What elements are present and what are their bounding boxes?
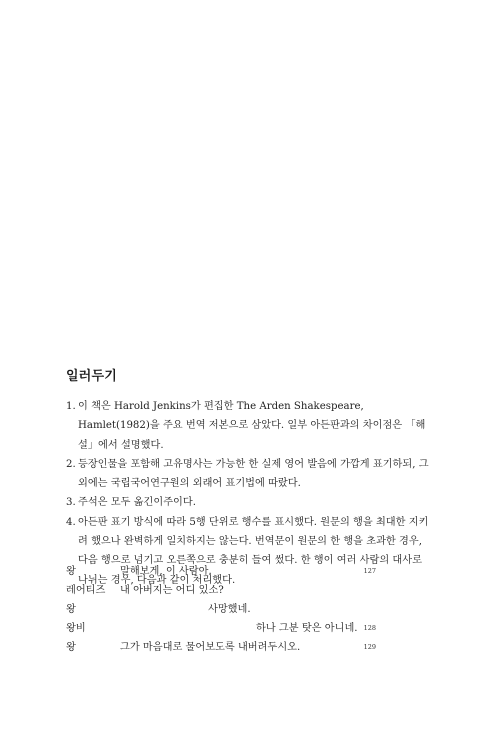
note-text: 아든판 표기 방식에 따라 5행 단위로 행수를 표시했다. 원문의 행을 최대한 지키려 했으나 완벽하게 일치하지는 않는다. 번역문이 원문의 한 행을 초과한 경우, 다음 행으로 넘기고 오른쪽으로 충분히 들여 썼다. 한 행이 여러 사람의 대사로 나뉘는 경우, 다음과 같이 처리했다. <box>78 516 429 586</box>
speaker-name: 왕비 <box>66 623 86 635</box>
line-number: 128 <box>363 624 376 633</box>
dialogue-row <box>66 638 376 657</box>
note-number: 4. <box>66 516 76 528</box>
note-number: 3. <box>66 497 76 509</box>
dialogue-line: 하나 그분 탓은 아니네. <box>256 623 358 635</box>
note-item <box>66 493 432 512</box>
speaker-name: 레어티즈 <box>66 585 106 597</box>
page-heading: 일러두기 <box>66 369 118 384</box>
line-number: 127 <box>363 567 376 575</box>
dialogue-line: 사망했네. <box>208 604 251 616</box>
dialogue-line: 말해보게, 이 사람아. <box>120 566 212 577</box>
speaker-name: 왕 <box>66 642 76 654</box>
line-number: 129 <box>363 643 376 652</box>
note-number: 1. <box>66 401 76 412</box>
dialogue-row <box>66 600 376 619</box>
speaker-name: 왕 <box>66 566 76 577</box>
dialogue-row <box>66 562 376 581</box>
dialogue-row <box>66 581 376 600</box>
speaker-name: 왕 <box>66 604 76 616</box>
note-item <box>66 455 432 494</box>
dialogue-sample <box>66 562 376 657</box>
dialogue-line: 그가 마음대로 물어보도록 내버려두시오. <box>120 642 301 654</box>
note-item <box>66 397 432 455</box>
note-number: 2. <box>66 458 76 470</box>
note-text: 주석은 모두 옮긴이주이다. <box>78 497 196 509</box>
note-text: 등장인물을 포함해 고유명사는 가능한 한 실제 영어 발음에 가깝게 표기하되, 그 외에는 국립국어연구원의 외래어 표기법에 따랐다. <box>78 458 429 490</box>
dialogue-row <box>66 619 376 638</box>
dialogue-line: 내 아버지는 어디 있소? <box>120 585 224 597</box>
note-text: 이 책은 Harold Jenkins가 편집한 The Arden Shakespeare, Hamlet(1982)을 주요 번역 저본으로 삼았다. 일부 아든판과의 차이점은 「해설」에서 설명했다. <box>78 401 426 451</box>
